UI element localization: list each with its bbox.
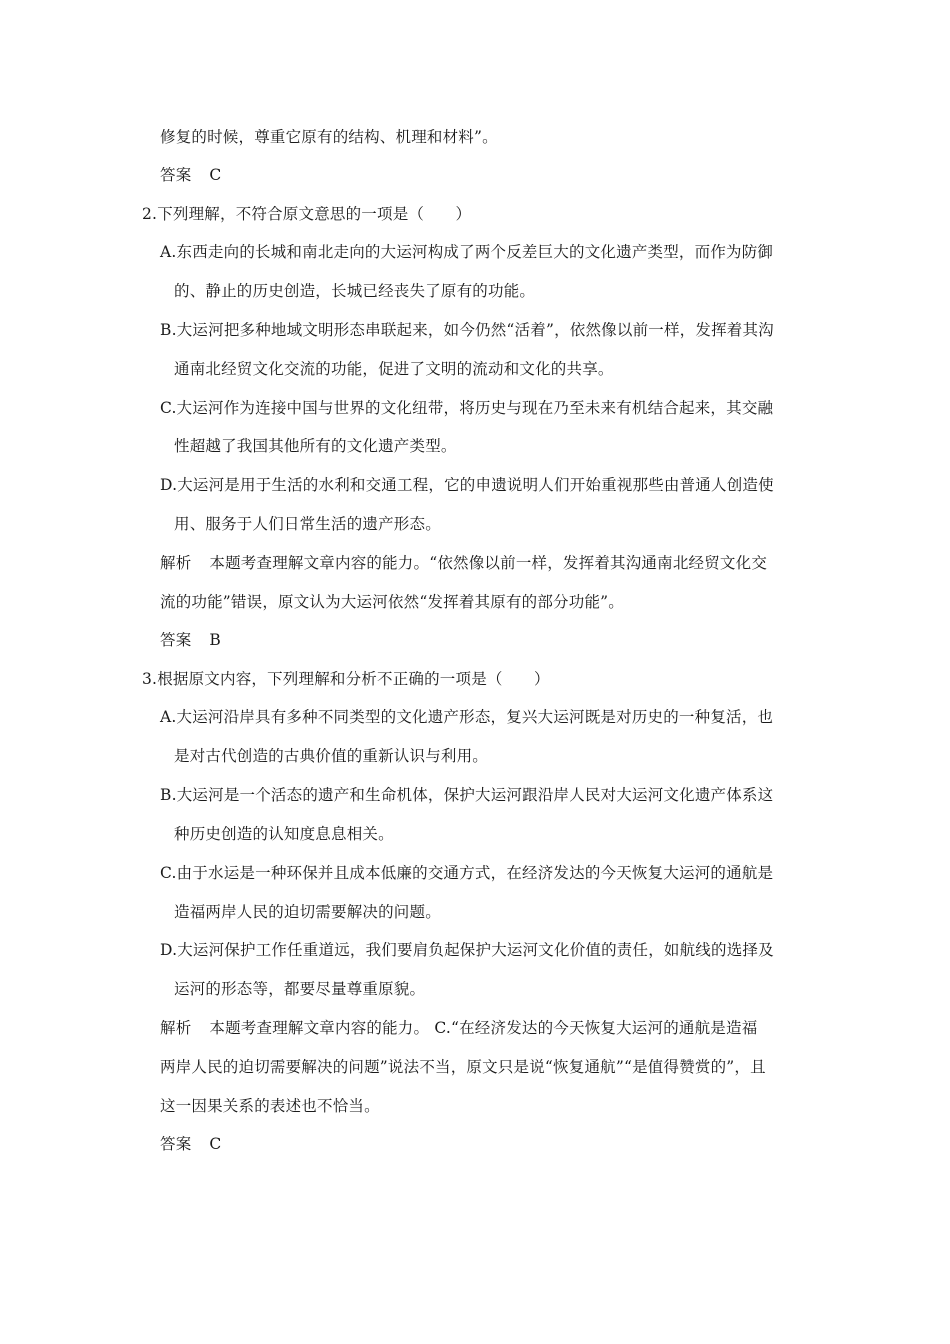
answer-line — [160, 165, 221, 185]
option-d: D.大运河保护工作任重道远，我们要肩负起保护大运河文化价值的责任，如航线的选择及 — [160, 941, 774, 959]
option-b: B.大运河是一个活态的遗产和生命机体，保护大运河跟沿岸人民对大运河文化遗产体系这 — [160, 786, 774, 804]
option-a-continued: 是对古代创造的古典价值的重新认识与利用。 — [174, 747, 489, 765]
option-b-continued: 通南北经贸文化交流的功能，促进了文明的流动和文化的共享。 — [174, 360, 614, 378]
analysis-line — [160, 1018, 757, 1038]
answer-value: B — [209, 631, 221, 649]
analysis-continued: 流的功能”错误，原文认为大运河依然“发挥着其原有的部分功能”。 — [160, 593, 624, 611]
answer-line — [160, 1134, 221, 1154]
text-line: 修复的时候，尊重它原有的结构、机理和材料”。 — [160, 128, 498, 146]
option-c: C.大运河作为连接中国与世界的文化纽带，将历史与现在乃至未来有机结合起来，其交融 — [160, 399, 774, 417]
analysis-continued: 两岸人民的迫切需要解决的问题”说法不当，原文只是说“恢复通航”“是值得赞赏的”，且 — [160, 1058, 766, 1076]
question-3-stem: 3.根据原文内容，下列理解和分析不正确的一项是（ ） — [142, 670, 550, 688]
analysis-text: 本题考查理解文章内容的能力。“依然像以前一样，发挥着其沟通南北经贸文化交 — [209, 554, 768, 572]
option-d-continued: 用、服务于人们日常生活的遗产形态。 — [174, 515, 441, 533]
option-a: A.东西走向的长城和南北走向的大运河构成了两个反差巨大的文化遗产类型，而作为防御 — [160, 243, 774, 261]
option-a: A.大运河沿岸具有多种不同类型的文化遗产形态，复兴大运河既是对历史的一种复活，也 — [160, 708, 774, 726]
option-c-continued: 性超越了我国其他所有的文化遗产类型。 — [174, 437, 457, 455]
option-b: B.大运河把多种地域文明形态串联起来，如今仍然“活着”，依然像以前一样，发挥着其沟 — [160, 321, 774, 339]
analysis-line — [160, 553, 767, 573]
analysis-label: 解析 — [160, 1019, 192, 1037]
answer-label: 答案 — [160, 631, 192, 649]
analysis-text: 本题考查理解文章内容的能力。 C.“在经济发达的今天恢复大运河的通航是造福 — [209, 1019, 758, 1037]
option-c: C.由于水运是一种环保并且成本低廉的交通方式，在经济发达的今天恢复大运河的通航是 — [160, 864, 774, 882]
option-d-continued: 运河的形态等，都要尽量尊重原貌。 — [174, 980, 426, 998]
answer-value: C — [209, 1135, 222, 1153]
answer-label: 答案 — [160, 166, 192, 184]
answer-line — [160, 630, 221, 650]
answer-label: 答案 — [160, 1135, 192, 1153]
option-a-continued: 的、静止的历史创造，长城已经丧失了原有的功能。 — [174, 282, 536, 300]
option-c-continued: 造福两岸人民的迫切需要解决的问题。 — [174, 903, 441, 921]
option-d: D.大运河是用于生活的水利和交通工程，它的申遗说明人们开始重视那些由普通人创造使 — [160, 476, 774, 494]
analysis-label: 解析 — [160, 554, 192, 572]
option-b-continued: 种历史创造的认知度息息相关。 — [174, 825, 394, 843]
answer-value: C — [209, 166, 222, 184]
question-2-stem: 2.下列理解，不符合原文意思的一项是（ ） — [142, 205, 472, 223]
analysis-continued: 这一因果关系的表述也不恰当。 — [160, 1097, 380, 1115]
